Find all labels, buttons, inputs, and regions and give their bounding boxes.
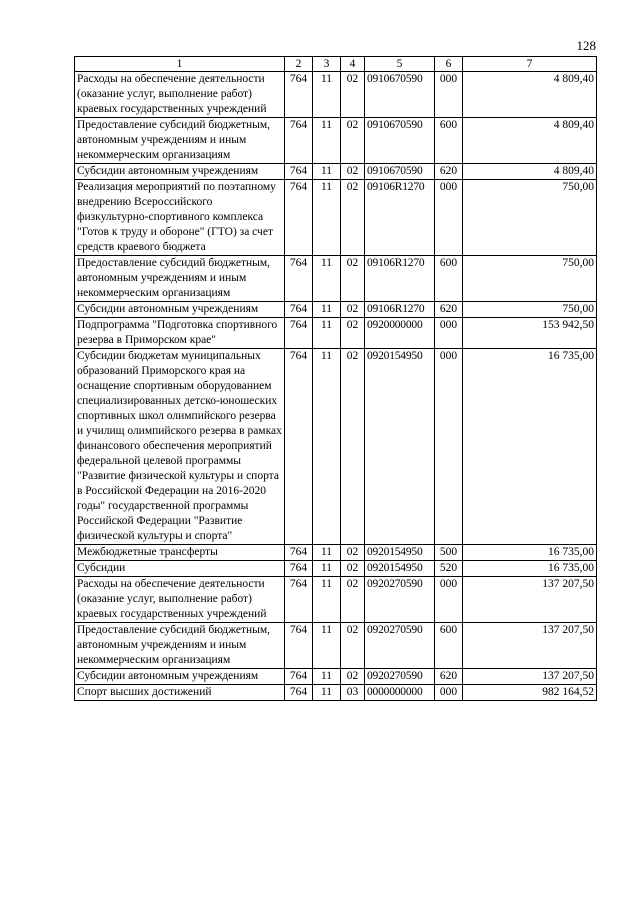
column-header: 5 (365, 57, 435, 72)
row-section-cell: 11 (313, 669, 341, 685)
row-grbs-cell: 764 (285, 180, 313, 256)
row-amount-cell: 750,00 (463, 256, 597, 302)
row-grbs-cell: 764 (285, 349, 313, 545)
row-target-article-cell: 0000000000 (365, 685, 435, 701)
row-expense-type-cell: 000 (435, 349, 463, 545)
row-section-cell: 11 (313, 318, 341, 349)
table-row (75, 302, 597, 318)
row-subsection-cell: 02 (341, 72, 365, 118)
row-target-article-cell: 0920270590 (365, 577, 435, 623)
row-target-article-cell: 0920154950 (365, 561, 435, 577)
row-amount-cell: 750,00 (463, 180, 597, 256)
row-section-cell: 11 (313, 180, 341, 256)
row-section-cell: 11 (313, 164, 341, 180)
table-row (75, 623, 597, 669)
row-amount-cell: 4 809,40 (463, 118, 597, 164)
table-row (75, 577, 597, 623)
row-amount-cell: 16 735,00 (463, 349, 597, 545)
row-subsection-cell: 02 (341, 669, 365, 685)
row-target-article-cell: 0920154950 (365, 545, 435, 561)
row-grbs-cell: 764 (285, 164, 313, 180)
page-number: 128 (576, 38, 596, 53)
row-grbs-cell: 764 (285, 623, 313, 669)
row-section-cell: 11 (313, 302, 341, 318)
row-target-article-cell: 0920270590 (365, 669, 435, 685)
row-subsection-cell: 02 (341, 318, 365, 349)
row-grbs-cell: 764 (285, 302, 313, 318)
table-header (75, 57, 597, 72)
row-grbs-cell: 764 (285, 318, 313, 349)
budget-table (74, 56, 597, 701)
row-name-cell: Субсидии автономным учреждениям (75, 302, 285, 318)
row-target-article-cell: 0910670590 (365, 164, 435, 180)
row-expense-type-cell: 600 (435, 623, 463, 669)
row-expense-type-cell: 000 (435, 180, 463, 256)
row-target-article-cell: 09106R1270 (365, 180, 435, 256)
table-row (75, 318, 597, 349)
row-name-cell: Субсидии бюджетам муниципальных образований Приморского края на оснащение спортивным оборудованием специализированных детско-юношеских спортивных школ олимпийского резерва и училищ олимпийского резерва в рамках финансового обеспечения мероприятий федеральной целевой программы "Развитие физической культуры и спорта в Российской Федерации на 2016-2020 годы" государственной программы Российской Федерации "Развитие физической культуры и спорта" (75, 349, 285, 545)
row-amount-cell: 750,00 (463, 302, 597, 318)
row-grbs-cell: 764 (285, 561, 313, 577)
row-amount-cell: 4 809,40 (463, 72, 597, 118)
row-subsection-cell: 03 (341, 685, 365, 701)
header-row (75, 57, 597, 72)
row-name-cell: Реализация мероприятий по поэтапному внедрению Всероссийского физкультурно-спортивного комплекса "Готов к труду и обороне" (ГТО) за счет средств краевого бюджета (75, 180, 285, 256)
row-section-cell: 11 (313, 561, 341, 577)
row-grbs-cell: 764 (285, 685, 313, 701)
table-row (75, 669, 597, 685)
table-row (75, 349, 597, 545)
row-subsection-cell: 02 (341, 577, 365, 623)
row-name-cell: Расходы на обеспечение деятельности (оказание услуг, выполнение работ) краевых государственных учреждений (75, 72, 285, 118)
table-row (75, 118, 597, 164)
row-target-article-cell: 0910670590 (365, 72, 435, 118)
table-row (75, 256, 597, 302)
row-section-cell: 11 (313, 72, 341, 118)
row-amount-cell: 137 207,50 (463, 577, 597, 623)
row-subsection-cell: 02 (341, 118, 365, 164)
row-amount-cell: 4 809,40 (463, 164, 597, 180)
row-subsection-cell: 02 (341, 349, 365, 545)
row-expense-type-cell: 600 (435, 118, 463, 164)
row-name-cell: Предоставление субсидий бюджетным, автономным учреждениям и иным некоммерческим организациям (75, 256, 285, 302)
column-header: 6 (435, 57, 463, 72)
row-amount-cell: 137 207,50 (463, 669, 597, 685)
row-expense-type-cell: 620 (435, 302, 463, 318)
row-expense-type-cell: 000 (435, 318, 463, 349)
row-name-cell: Межбюджетные трансферты (75, 545, 285, 561)
row-target-article-cell: 0920000000 (365, 318, 435, 349)
row-subsection-cell: 02 (341, 180, 365, 256)
row-name-cell: Субсидии (75, 561, 285, 577)
column-header: 3 (313, 57, 341, 72)
row-grbs-cell: 764 (285, 72, 313, 118)
row-amount-cell: 153 942,50 (463, 318, 597, 349)
row-grbs-cell: 764 (285, 577, 313, 623)
table-row (75, 545, 597, 561)
row-section-cell: 11 (313, 685, 341, 701)
row-grbs-cell: 764 (285, 545, 313, 561)
row-target-article-cell: 0910670590 (365, 118, 435, 164)
table-body (75, 72, 597, 701)
row-amount-cell: 982 164,52 (463, 685, 597, 701)
row-expense-type-cell: 600 (435, 256, 463, 302)
row-name-cell: Субсидии автономным учреждениям (75, 669, 285, 685)
row-section-cell: 11 (313, 349, 341, 545)
row-name-cell: Предоставление субсидий бюджетным, автономным учреждениям и иным некоммерческим организациям (75, 118, 285, 164)
row-expense-type-cell: 620 (435, 164, 463, 180)
row-grbs-cell: 764 (285, 669, 313, 685)
row-expense-type-cell: 000 (435, 685, 463, 701)
row-amount-cell: 137 207,50 (463, 623, 597, 669)
table-row (75, 561, 597, 577)
row-subsection-cell: 02 (341, 545, 365, 561)
row-amount-cell: 16 735,00 (463, 561, 597, 577)
row-target-article-cell: 0920270590 (365, 623, 435, 669)
row-expense-type-cell: 000 (435, 577, 463, 623)
row-expense-type-cell: 520 (435, 561, 463, 577)
row-name-cell: Субсидии автономным учреждениям (75, 164, 285, 180)
table-row (75, 164, 597, 180)
row-grbs-cell: 764 (285, 118, 313, 164)
row-subsection-cell: 02 (341, 561, 365, 577)
column-header: 1 (75, 57, 285, 72)
row-target-article-cell: 09106R1270 (365, 302, 435, 318)
row-name-cell: Спорт высших достижений (75, 685, 285, 701)
row-section-cell: 11 (313, 118, 341, 164)
row-amount-cell: 16 735,00 (463, 545, 597, 561)
row-section-cell: 11 (313, 577, 341, 623)
column-header: 4 (341, 57, 365, 72)
row-section-cell: 11 (313, 256, 341, 302)
column-header: 7 (463, 57, 597, 72)
row-section-cell: 11 (313, 623, 341, 669)
row-target-article-cell: 0920154950 (365, 349, 435, 545)
table-row (75, 72, 597, 118)
row-section-cell: 11 (313, 545, 341, 561)
table-row (75, 180, 597, 256)
row-name-cell: Предоставление субсидий бюджетным, автономным учреждениям и иным некоммерческим организациям (75, 623, 285, 669)
table-row (75, 685, 597, 701)
row-expense-type-cell: 500 (435, 545, 463, 561)
row-subsection-cell: 02 (341, 256, 365, 302)
row-name-cell: Подпрограмма "Подготовка спортивного резерва в Приморском крае" (75, 318, 285, 349)
row-expense-type-cell: 620 (435, 669, 463, 685)
row-subsection-cell: 02 (341, 164, 365, 180)
row-expense-type-cell: 000 (435, 72, 463, 118)
column-header: 2 (285, 57, 313, 72)
row-subsection-cell: 02 (341, 623, 365, 669)
row-grbs-cell: 764 (285, 256, 313, 302)
row-target-article-cell: 09106R1270 (365, 256, 435, 302)
row-subsection-cell: 02 (341, 302, 365, 318)
row-name-cell: Расходы на обеспечение деятельности (оказание услуг, выполнение работ) краевых государственных учреждений (75, 577, 285, 623)
